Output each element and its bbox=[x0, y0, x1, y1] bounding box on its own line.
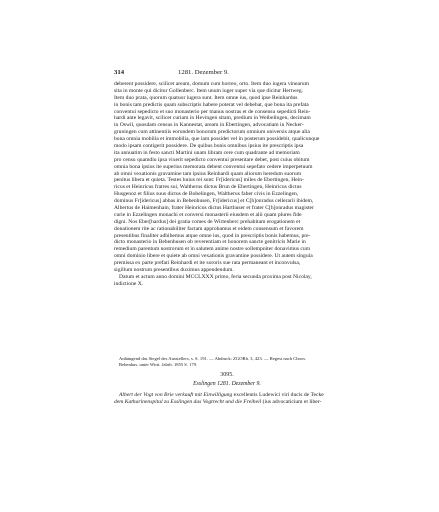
note-line: Anhängend das Siegel des Ausstellers, s. S. 191. — Abdruck: ZGORh. 3, 423. — Regest nach Chron. bbox=[119, 356, 306, 361]
text-line: remedium parentum nostrorum et in salutem anime nostre sollempniter donavimus cum bbox=[114, 246, 311, 253]
text-line: ita annuatim in festo sancti Martini unam libram cere cum quadrante ad memoriam bbox=[114, 149, 300, 156]
summary-line bbox=[114, 399, 340, 406]
document-number: 3095. bbox=[220, 372, 234, 378]
text-line: bona omnia mobilia et immobilia, que iam possidet vel in posterum possidebit, qualicunque bbox=[114, 136, 320, 143]
text-line: omnia bona ipsius ite superius memorata debent conventui sepefato cedere imperpetuum bbox=[114, 163, 313, 170]
text-line: ab omni vexationis gravamine tam ipsius Reinhardi quam aliorum heredum suorum bbox=[114, 170, 302, 177]
text-line: curie in Ezzelingen monachi et conversi monasterii eiusdem et alii quam plures fide bbox=[114, 211, 302, 218]
text-line: Item duo prata, quorum quatuor iugera sunt. Item omne ius, quod ipse Reinhardus bbox=[114, 94, 298, 101]
running-title: 1281. Dezember 9. bbox=[178, 69, 229, 76]
text-line: in bonis tam predictis quam subscriptis habere poterat vel debebat, que bona ita prefata bbox=[114, 101, 309, 108]
text-line: Husgenoz et filius suus dictus de Bobelingen, Waltherus faber civis in Ezzelingen, bbox=[114, 191, 299, 198]
closing-line-end: indictione X. bbox=[114, 280, 144, 287]
text-line: Albertus de Haimenhain, frater Heinricus dictus Harthuser et frater C[h]onradus magister bbox=[114, 205, 314, 212]
text-line: modo ipsam contigerit possidere. De quibus bonis omnibus ipsius ite prescriptis ipsa bbox=[114, 143, 304, 150]
footnotes bbox=[114, 356, 340, 368]
page-header bbox=[114, 68, 340, 78]
text-line: hardi ante legavit, scilicet curiam in Hevingen sitam, predium in Weibelingen, decimam bbox=[114, 115, 311, 122]
summary-roman: (ius advocaticium et liber- bbox=[261, 399, 322, 406]
text-line: sigillum nostrum presentibus duximus appendendum. bbox=[114, 267, 234, 274]
text-line: ricus et Heinricus fratres sui, Waltherus dictus Brun de Ebertingen, Heinricus dictus bbox=[114, 184, 302, 191]
text-line: in Oswil, quosdam census in Kannestat, aream in Ebertingen, advocatiam in Necker- bbox=[114, 122, 304, 129]
charter-text bbox=[114, 81, 340, 288]
summary-italic: Albert der Vogt von Brie verkauft mit Einwilligung bbox=[119, 392, 233, 398]
document-summary bbox=[114, 392, 340, 406]
text-line: conventui sepedicto et suo monasterio per manus nostras et de consensu sepedicti Rein- bbox=[114, 108, 311, 115]
text-line: donationem rite ac rationabiliter factam approbamus et eidem consensum et favorem bbox=[114, 225, 304, 232]
summary-italic: dem Katharinenspital zu Esslingen das Vogtrecht und die Freiheil bbox=[114, 399, 262, 406]
text-line: premissa ex parte prefati Reinhardi et ite sororis sue rata permaneant et inconvulsa, bbox=[114, 260, 301, 267]
text-line: digni. Nos Eber[hardus] dei gratia comes de Wirtenberc prehabitam erogationem et bbox=[114, 218, 301, 225]
text-line: omni dominio libere et quiete ab omni vexationis gravamine possidere. Ut autem singula bbox=[114, 253, 313, 260]
summary-roman: excellentis Ludewici viri ducis de Tecke bbox=[232, 392, 324, 398]
text-line: dicto monasterio in Bebenhusen ob reverentiam et honorem sancte genitricis Marie in bbox=[114, 239, 306, 246]
text-line: dominus Fr[idericus] abbas in Bebenhusen, Fr[idericus] et C[h]onradus cellerarii ibidem, bbox=[114, 198, 314, 205]
closing-line: Datum et actum anno domini MCCLXXX primo, feria secunda proxima post Nicolay, bbox=[119, 273, 312, 280]
text-line: penitus libera et quieta. Testes huius rei sunt: Fr[idericus] miles de Ebertingen, Hein- bbox=[114, 177, 304, 184]
text-line: deberent possidere, scilicet aream, domum cum horreo, orto. Item duo iugera vinearum bbox=[114, 81, 309, 87]
summary-line bbox=[114, 392, 340, 399]
note-line: Bebenhus. unter Wirtt. Jahrb. 1855 S. 179. bbox=[119, 362, 198, 368]
text-line: presentibus finaliter adhibemus atque omne ius, quod in prescriptis bonis habemus, pre- bbox=[114, 232, 311, 239]
text-line: sita in monte qui dicitur Gollenberc. Item unum iuger super via que dicitur Hertweg. bbox=[114, 87, 304, 94]
text-line: gruningen cum attinentiis eorundem bonorum predictorum omnium universis atque alia bbox=[114, 129, 310, 136]
page-number: 314 bbox=[114, 69, 125, 76]
document-dateline: Esslingen 1281. Dezember 9. bbox=[193, 381, 261, 387]
text-line: pro censu quamdiu ipsa vixerit sepedicto conventui presentare debet, post cuius obitum bbox=[114, 156, 310, 163]
